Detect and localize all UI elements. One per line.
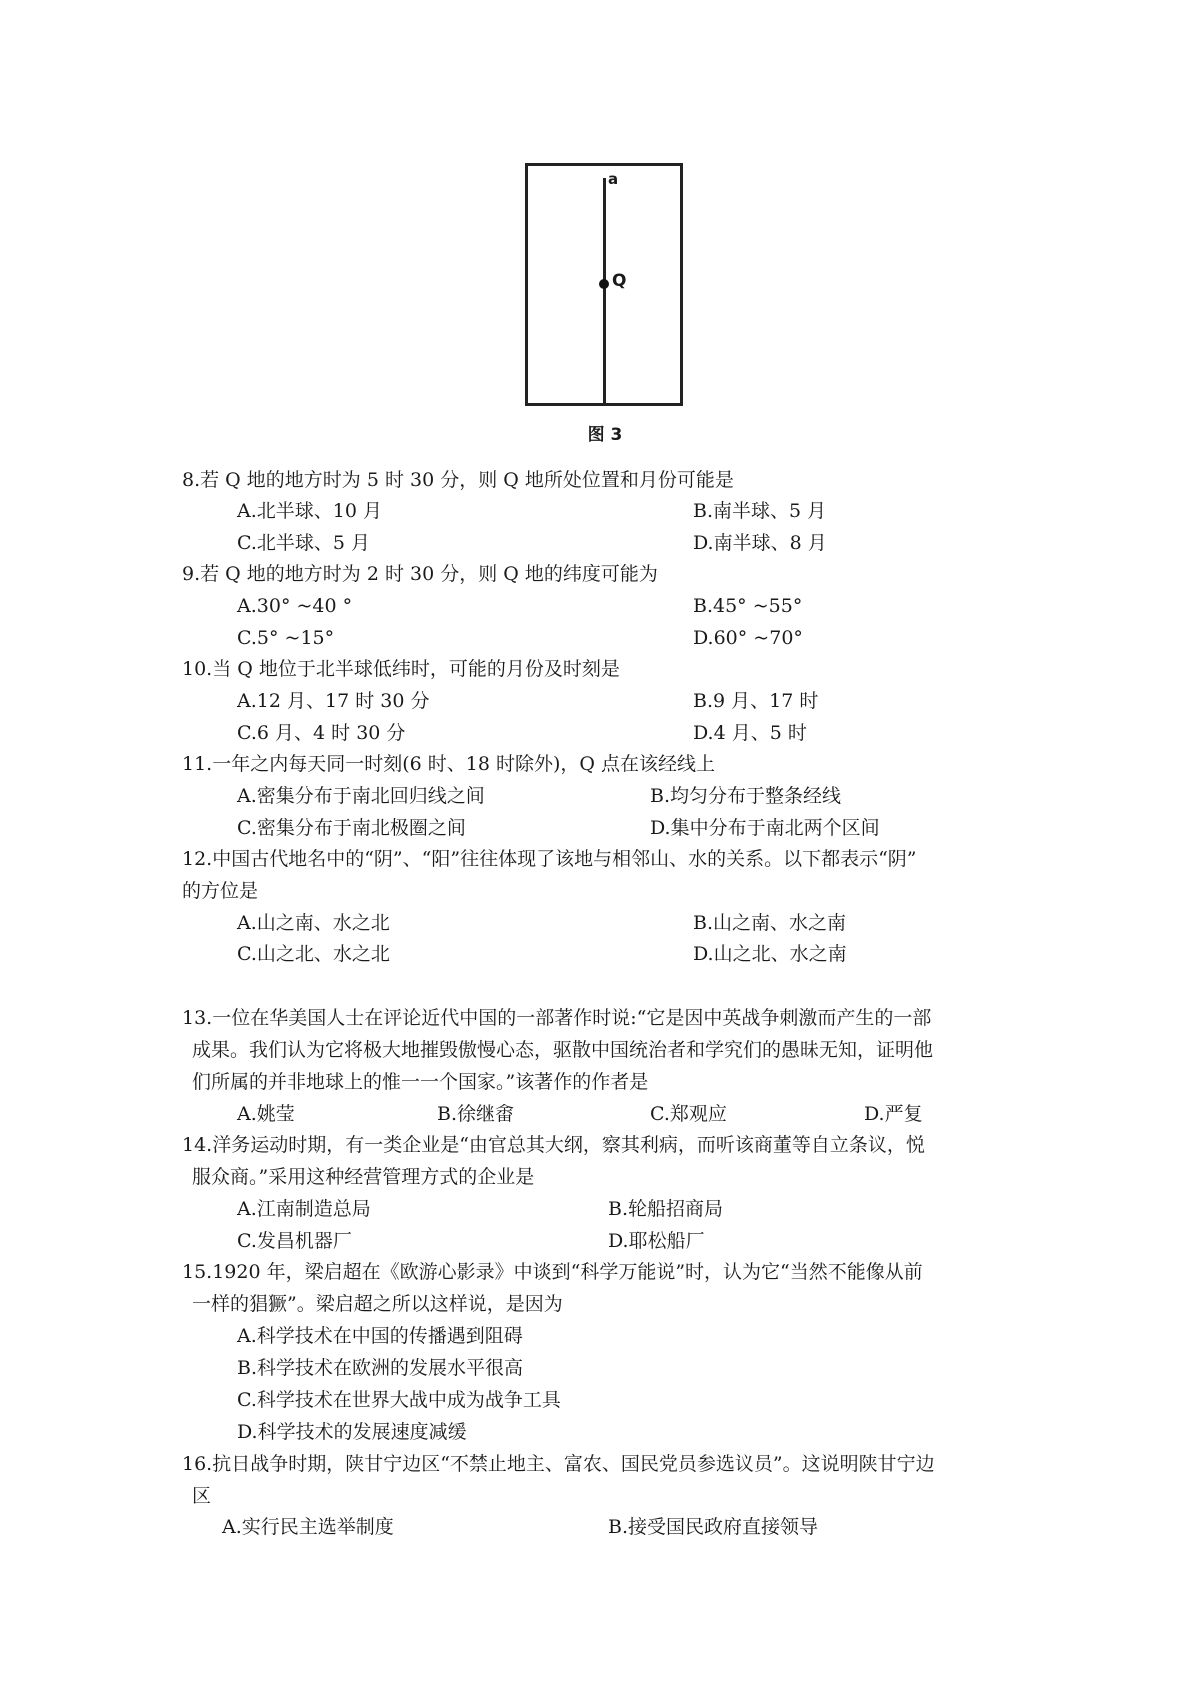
question-13-stem-line-3: 们所属的并非地球上的惟一一个国家。”该著作的作者是 <box>192 1071 649 1093</box>
question-8-option-c: C.北半球、5 月 <box>237 532 371 554</box>
point-q-marker <box>599 279 609 289</box>
question-12-stem-line-1: 12.中国古代地名中的“阴”、“阳”往往体现了该地与相邻山、水的关系。以下都表示“阴” <box>182 848 917 870</box>
question-16-option-b: B.接受国民政府直接领导 <box>608 1516 819 1538</box>
question-13-option-a: A.姚莹 <box>237 1103 295 1125</box>
question-14-option-d: D.耶松船厂 <box>608 1230 705 1252</box>
question-12-option-c: C.山之北、水之北 <box>237 943 390 965</box>
question-13-option-b: B.徐继畬 <box>437 1103 515 1125</box>
question-9-option-b: B.45° ~55° <box>693 595 803 617</box>
question-12-option-a: A.山之南、水之北 <box>237 912 390 934</box>
figure-3-diagram <box>525 163 683 406</box>
question-8-stem: 8.若 Q 地的地方时为 5 时 30 分，则 Q 地所处位置和月份可能是 <box>182 469 734 491</box>
question-10-option-d: D.4 月、5 时 <box>693 722 807 744</box>
question-16-stem-line-1: 16.抗日战争时期，陕甘宁边区“不禁止地主、富农、国民党员参选议员”。这说明陕甘宁边 <box>182 1453 935 1475</box>
question-11-option-d: D.集中分布于南北两个区间 <box>650 817 880 839</box>
question-13-stem-line-1: 13.一位在华美国人士在评论近代中国的一部著作时说:“它是因中英战争刺激而产生的一部 <box>182 1007 932 1029</box>
question-9-stem: 9.若 Q 地的地方时为 2 时 30 分，则 Q 地的纬度可能为 <box>182 563 658 585</box>
question-13-option-c: C.郑观应 <box>650 1103 727 1125</box>
question-14-option-a: A.江南制造总局 <box>237 1198 371 1220</box>
question-9-option-a: A.30° ~40 ° <box>237 595 353 617</box>
question-11-stem: 11.一年之内每天同一时刻(6 时、18 时除外)，Q 点在该经线上 <box>182 753 716 775</box>
question-8-option-d: D.南半球、8 月 <box>693 532 827 554</box>
question-12-stem-line-2: 的方位是 <box>182 880 259 902</box>
question-11-option-c: C.密集分布于南北极圈之间 <box>237 817 466 839</box>
question-12-option-b: B.山之南、水之南 <box>693 912 847 934</box>
label-a: a <box>608 170 619 188</box>
question-16-option-a: A.实行民主选举制度 <box>222 1516 394 1538</box>
question-13-option-d: D.严复 <box>864 1103 923 1125</box>
question-15-stem-line-1: 15.1920 年，梁启超在《欧游心影录》中谈到“科学万能说”时，认为它“当然不能像从前 <box>182 1261 923 1283</box>
question-12-option-d: D.山之北、水之南 <box>693 943 847 965</box>
question-15-option-c: C.科学技术在世界大战中成为战争工具 <box>237 1389 561 1411</box>
figure-caption: 图 3 <box>587 425 623 445</box>
question-10-option-a: A.12 月、17 时 30 分 <box>237 690 430 712</box>
question-15-stem-line-2: 一样的猖獗”。梁启超之所以这样说，是因为 <box>192 1293 563 1315</box>
question-15-option-b: B.科学技术在欧洲的发展水平很高 <box>237 1357 524 1379</box>
question-9-option-d: D.60° ~70° <box>693 627 803 649</box>
question-10-option-c: C.6 月、4 时 30 分 <box>237 722 406 744</box>
question-11-option-b: B.均匀分布于整条经线 <box>650 785 842 807</box>
meridian-line <box>603 178 606 406</box>
question-14-stem-line-2: 服众商。”采用这种经营管理方式的企业是 <box>192 1166 535 1188</box>
question-8-option-a: A.北半球、10 月 <box>237 500 382 522</box>
question-14-stem-line-1: 14.洋务运动时期，有一类企业是“由官总其大纲，察其利病，而听该商董等自立条议，悦 <box>182 1134 925 1156</box>
question-10-option-b: B.9 月、17 时 <box>693 690 819 712</box>
question-15-option-a: A.科学技术在中国的传播遇到阻碍 <box>237 1325 523 1347</box>
question-13-stem-line-2: 成果。我们认为它将极大地摧毁傲慢心态，驱散中国统治者和学究们的愚昧无知，证明他 <box>192 1039 934 1061</box>
question-9-option-c: C.5° ~15° <box>237 627 335 649</box>
question-16-stem-line-2: 区 <box>192 1485 212 1507</box>
question-8-option-b: B.南半球、5 月 <box>693 500 827 522</box>
label-q: Q <box>612 271 627 291</box>
question-10-stem: 10.当 Q 地位于北半球低纬时，可能的月份及时刻是 <box>182 658 620 680</box>
question-14-option-b: B.轮船招商局 <box>608 1198 724 1220</box>
question-15-option-d: D.科学技术的发展速度减缓 <box>237 1421 467 1443</box>
question-11-option-a: A.密集分布于南北回归线之间 <box>237 785 485 807</box>
question-14-option-c: C.发昌机器厂 <box>237 1230 352 1252</box>
